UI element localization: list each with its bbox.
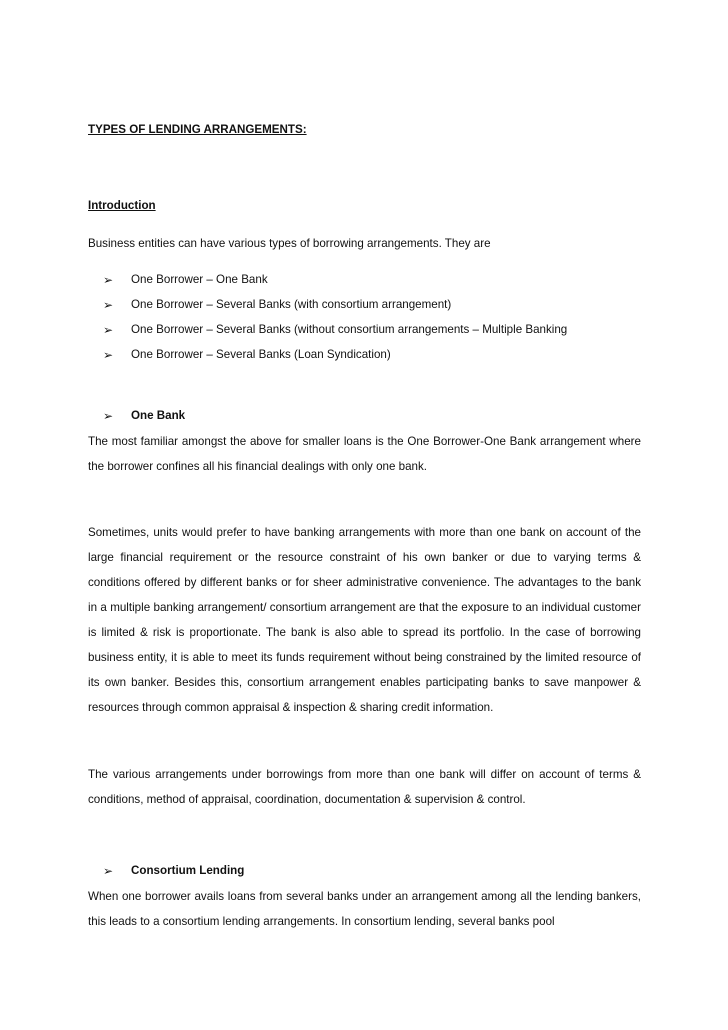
arrow-bullet-icon: ➢ xyxy=(103,323,114,337)
arrow-bullet-icon: ➢ xyxy=(103,409,114,423)
arrow-bullet-icon: ➢ xyxy=(103,864,114,878)
arrow-bullet-icon: ➢ xyxy=(103,298,114,312)
document-title: TYPES OF LENDING ARRANGEMENTS: xyxy=(88,123,307,136)
one-bank-paragraph: The most familiar amongst the above for smaller loans is the One Borrower-One Bank arrangement where the borrower confines all his financial dealings with only one bank. xyxy=(88,435,641,473)
introduction-heading: Introduction xyxy=(88,199,156,212)
list-item-text: One Borrower – Several Banks (Loan Syndication) xyxy=(131,348,391,361)
consortium-heading: Consortium Lending xyxy=(131,864,245,877)
multiple-banking-paragraph: Sometimes, units would prefer to have banking arrangements with more than one bank on account of the large financial requirement or the resource constraint of his own banker or due to varying terms & conditions offered by different banks or for sheer administrative convenience. The advantages to the bank in a multiple banking arrangement/ consortium arrangement are that the exposure to an individual customer is limited & risk is proportionate. The bank is also able to spread its portfolio. In the case of borrowing business entity, it is able to meet its funds requirement without being constrained by the limited resource of its own banker. Besides this, consortium arrangement enables participating banks to save manpower & resources through common appraisal & inspection & sharing credit information. xyxy=(88,526,641,714)
list-item-text: One Borrower – Several Banks (with consortium arrangement) xyxy=(131,298,452,311)
arrow-bullet-icon: ➢ xyxy=(103,348,114,362)
list-item-text: One Borrower – One Bank xyxy=(131,273,268,286)
arrangements-paragraph: The various arrangements under borrowings from more than one bank will differ on account of terms & conditions, method of appraisal, coordination, documentation & supervision & control. xyxy=(88,768,641,806)
consortium-paragraph: When one borrower avails loans from several banks under an arrangement among all the lending bankers, this leads to a consortium lending arrangements. In consortium lending, several banks pool xyxy=(88,890,641,928)
list-item-text: One Borrower – Several Banks (without consortium arrangements – Multiple Banking xyxy=(131,323,568,336)
arrow-bullet-icon: ➢ xyxy=(103,273,114,287)
one-bank-heading: One Bank xyxy=(131,409,186,422)
introduction-text: Business entities can have various types of borrowing arrangements. They are xyxy=(88,237,491,250)
